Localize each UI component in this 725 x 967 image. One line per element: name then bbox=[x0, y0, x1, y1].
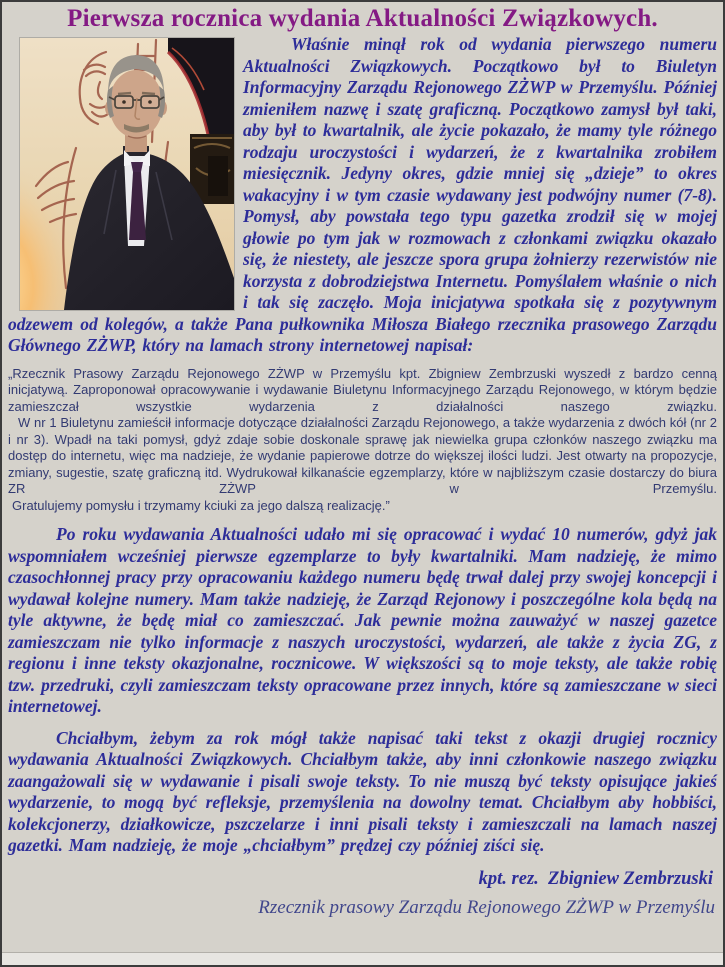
signature-name: kpt. rez. Zbigniew Zembrzuski bbox=[478, 868, 713, 889]
page-title: Pierwsza rocznica wydania Aktualności Związkowych. bbox=[67, 5, 658, 32]
article-body bbox=[2, 34, 723, 920]
body-paragraph-2: Po roku wydawania Aktualności udało mi się opracować i wydać 10 numerów, gdyż jak wspomniałem wcześniej pierwsze egzemplarze to były kwartalniki. Mam nadzieję, że mimo czasochłonnej pracy przy opracowaniu każdego numeru będę trwał dalej przy swojej koncepcji i wydawał kolejne numery. Mam także nadzieję, że Zarząd Rejonowy i poszczególne kola będą na tyle aktywne, że będę miał co zamieszczać. Jak pewnie można zauważyć w naszej gazetce zamieszczam nie tylko informacje z naszych uroczystości, wydarzeń, ale także z życia ZG, z regionu i inne teksty okazjonalne, rocznicowe. W większości są to moje teksty, ale także robię tzw. przedruki, czyli zamieszczam teksty opracowane przez innych, które są zamieszczane w sieci internetowej. bbox=[8, 524, 717, 716]
portrait-photo bbox=[20, 38, 234, 310]
quote-paragraph-3: Gratulujemy pomysłu i trzymamy kciuki za jego dalszą realizację.” bbox=[12, 497, 390, 513]
quote-paragraph-2: W nr 1 Biuletynu zamieścił informacje dotyczące działalności Zarządu Rejonowego, a także wydarzenia z dwóch kół (nr 2 i nr 3). Wpadł na taki pomysł, gdyż zdaje sobie doskonale sprawę jak niewielka grupa członków naszego związku ma dostęp do internetu, więc ma nadzieje, że wydanie papierowe dotrze do większej ilości ludzi. Jest otwarty na propozycje, zmiany, sugestie, szatę graficzną itd. Wydrukował kilkanaście egzemplarzy, które w najbliższym czasie dostarczy do biura ZR ZŻWP w Przemyślu. bbox=[8, 415, 717, 496]
lead-paragraph: Właśnie minął rok od wydania pierwszego numeru Aktualności Związkowych. Początkowo był to Biuletyn Informacyjny Zarządu Rejonowego ZŻWP w Przemyślu. Później zmieniłem nazwę i szatę graficzną. Początkowo zamysł był taki, aby był to kwartalnik, ale życie pokazało, że mamy tyle różnego rodzaju uroczystości i wydarzeń, że z kwartalnika zrobiłem miesięcznik. Jedyny okres, gdzie mniej się „dzieje” to okres wakacyjny i w tym czasie wydawany jest podwójny numer (7-8). Pomysł, aby powstała tego typu gazetka zrodził się w mojej głowie po tym jak w rozmowach z członkami związku okazało się, że niestety, ale jeszcze spora grupa żołnierzy rezerwistów nie korzysta z dobrodziejstwa Internetu. Pomyślałem właśnie o nich i tak się zaczęło. Moja inicjatywa spotkała się z pozytywnym odzewem od kolegów, a także Pana pułkownika Miłosza Białego rzecznika prasowego Zarządu Głównego ZŻWP, który na lamach strony internetowej napisał: bbox=[8, 34, 717, 355]
quote-paragraph-1: „Rzecznik Prasowy Zarządu Rejonowego ZŻWP w Przemyślu kpt. Zbigniew Zembrzuski wyszedł z bardzo cenną inicjatywą. Zaproponował opracowywanie i wydawanie Biuletynu Informacyjnego Zarządu Rejonowego, w którym będzie zamieszczał wszystkie wydarzenia z działalności naszego związku. bbox=[8, 365, 717, 414]
body-paragraph-3: Chciałbym, żebym za rok mógł także napisać taki tekst z okazji drugiej rocznicy wydawania Aktualności Związkowych. Chciałbym także, aby inni członkowie naszego związku zaangażowali się w wydawanie i pisali swoje teksty. To nie muszą być teksty opisujące jakieś wydarzenie, to mogą być refleksje, przemyślenia na dowolny temat. Chciałbym aby hobbiści, kolekcjonerzy, działkowicze, pszczelarze i inni pisali teksty i zamieszczali na lamach naszej gazetki. Mam nadzieję, że moje „chciałbym” prędzej czy później ziści się. bbox=[8, 727, 717, 855]
portrait-photo-art bbox=[20, 38, 234, 310]
press-officer-quote bbox=[8, 366, 717, 515]
signature-role: Rzecznik prasowy Zarządu Rejonowego ZŻWP w Przemyślu bbox=[258, 896, 715, 918]
page-bottom-strip bbox=[2, 952, 723, 965]
